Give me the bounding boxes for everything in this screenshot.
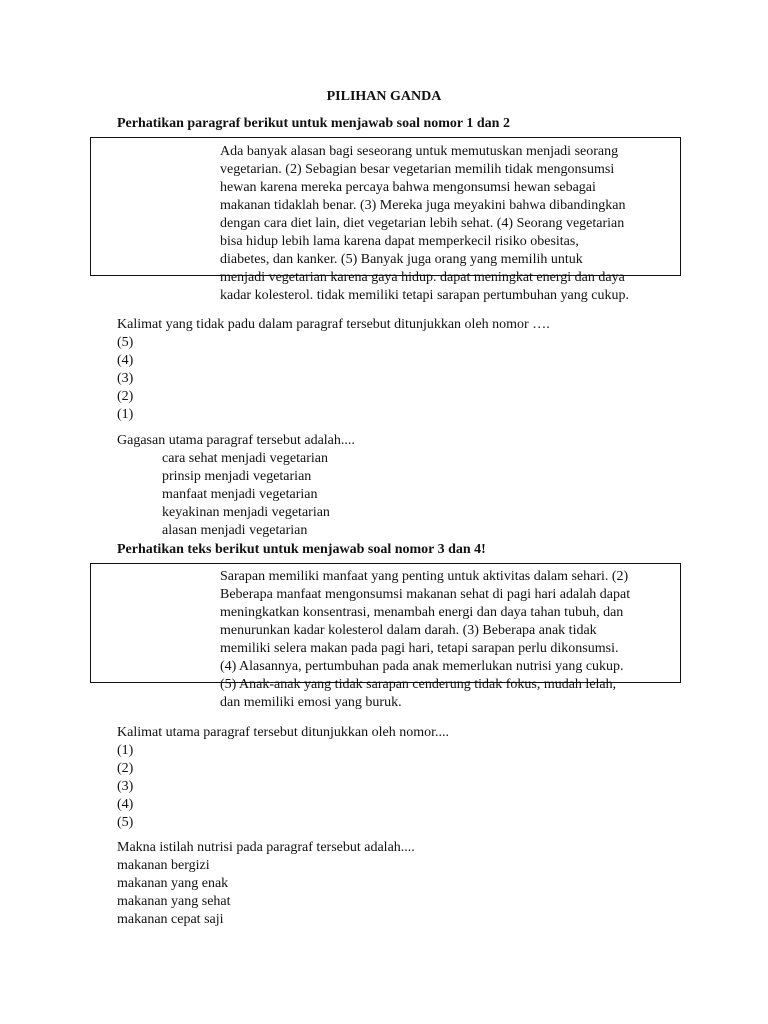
option[interactable]: keyakinan menjadi vegetarian [162,505,330,520]
paragraph-line: Sarapan memiliki manfaat yang penting untuk aktivitas dalam sehari. (2) [220,569,629,584]
paragraph-line: meningkatkan konsentrasi, menambah energi dan daya tahan tubuh, dan [220,605,624,620]
paragraph-1 [220,143,629,305]
question-1: Kalimat yang tidak padu dalam paragraf tersebut ditunjukkan oleh nomor …. [117,317,550,332]
paragraph-2 [220,568,630,712]
paragraph-line: (5) Anak-anak yang tidak sarapan cenderung tidak fokus, mudah lelah, [220,677,617,692]
option[interactable]: (1) [117,407,134,422]
option[interactable]: (4) [117,797,134,812]
paragraph-line: Beberapa manfaat mengonsumsi makanan sehat di pagi hari adalah dapat [220,587,631,602]
section1-instruction: Perhatikan paragraf berikut untuk menjawab soal nomor 1 dan 2 [117,116,510,131]
section2-instruction: Perhatikan teks berikut untuk menjawab soal nomor 3 dan 4! [117,542,486,557]
option[interactable]: (5) [117,335,134,350]
option[interactable]: (2) [117,761,134,776]
paragraph-line: vegetarian. (2) Sebagian besar vegetarian memilih tidak mengonsumsi [220,162,615,177]
paragraph-line: bisa hidup lebih lama karena dapat memperkecil risiko obesitas, [220,234,579,249]
paragraph-line: hewan karena mereka percaya bahwa mengonsumsi hewan sebagai [220,180,596,195]
option[interactable]: (5) [117,815,134,830]
paragraph-line: dan memiliki emosi yang buruk. [220,695,402,710]
question-4: Makna istilah nutrisi pada paragraf tersebut adalah.... [117,840,415,855]
paragraph-line: Ada banyak alasan bagi seseorang untuk memutuskan menjadi seorang [220,144,619,159]
question-1-options [117,334,133,424]
option[interactable]: alasan menjadi vegetarian [162,523,308,538]
option[interactable]: makanan cepat saji [117,912,224,927]
option[interactable]: (2) [117,389,134,404]
option[interactable]: makanan bergizi [117,858,210,873]
option[interactable]: (4) [117,353,134,368]
option[interactable]: makanan yang enak [117,876,229,891]
option[interactable]: (3) [117,371,134,386]
question-3-options [117,742,133,832]
option[interactable]: cara sehat menjadi vegetarian [162,451,328,466]
question-2-options [162,450,330,540]
option[interactable]: prinsip menjadi vegetarian [162,469,312,484]
paragraph-line: kadar kolesterol. tidak memiliki tetapi sarapan pertumbuhan yang cukup. [220,288,629,303]
option[interactable]: (1) [117,743,134,758]
paragraph-line: diabetes, dan kanker. (5) Banyak juga orang yang memilih untuk [220,252,583,267]
paragraph-line: menurunkan kadar kolesterol dalam darah. (3) Beberapa anak tidak [220,623,597,638]
question-3: Kalimat utama paragraf tersebut ditunjukkan oleh nomor.... [117,725,450,740]
option[interactable]: makanan yang sehat [117,894,231,909]
paragraph-line: makanan tidaklah benar. (3) Mereka juga meyakini bahwa dibandingkan [220,198,626,213]
question-4-options [117,857,231,929]
page-title: PILIHAN GANDA [326,89,442,104]
paragraph-line: menjadi vegetarian karena gaya hidup. dapat meningkat energi dan daya [220,270,625,285]
option[interactable]: (3) [117,779,134,794]
paragraph-line: (4) Alasannya, pertumbuhan pada anak memerlukan nutrisi yang cukup. [220,659,624,674]
paragraph-line: memiliki selera makan pada pagi hari, tetapi sarapan perlu dikonsumsi. [220,641,619,656]
paragraph-line: dengan cara diet lain, diet vegetarian lebih sehat. (4) Seorang vegetarian [220,216,625,231]
question-2: Gagasan utama paragraf tersebut adalah.... [117,433,355,448]
option[interactable]: manfaat menjadi vegetarian [162,487,318,502]
